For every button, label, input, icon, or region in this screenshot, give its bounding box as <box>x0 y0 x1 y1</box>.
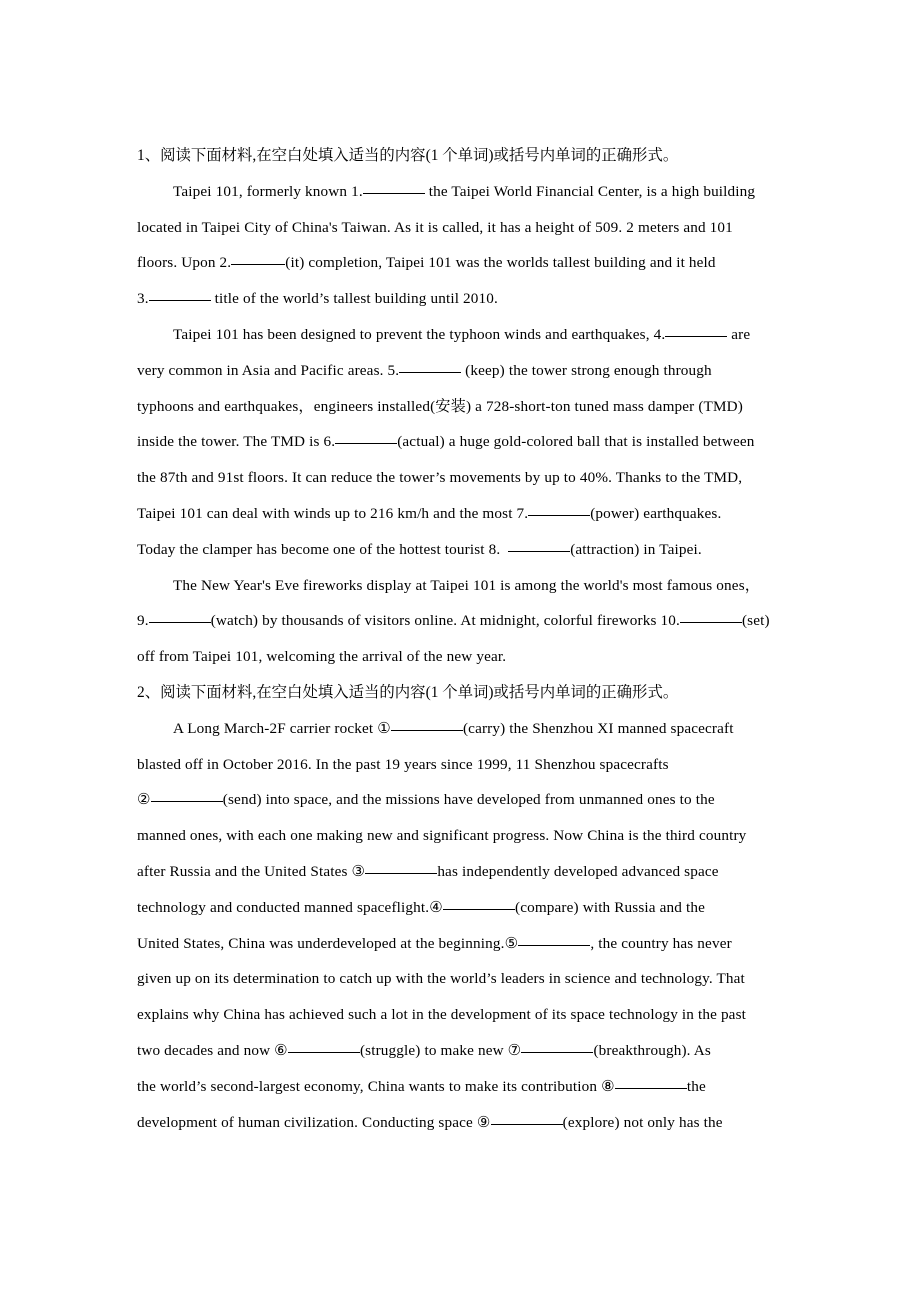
text-run: located in Taipei City of China's Taiwan. As it is called, it has a height of 509. 2 meters and 101 <box>137 218 733 236</box>
text-run: , the country has never <box>590 934 732 952</box>
fill-in-blank[interactable] <box>149 609 211 623</box>
fill-in-blank[interactable] <box>365 860 437 874</box>
text-run: development of human civilization. Conducting space <box>137 1113 477 1131</box>
text-run: off from Taipei 101, welcoming the arrival of the new year. <box>137 648 507 666</box>
text-line <box>137 317 793 353</box>
fill-in-blank[interactable] <box>399 359 461 373</box>
section-heading: 1、阅读下面材料,在空白处填入适当的内容(1 个单词)或括号内单词的正确形式。 <box>137 147 679 164</box>
fill-in-blank[interactable] <box>149 287 211 301</box>
fill-in-blank[interactable] <box>335 430 397 444</box>
text-run: Today the clamper has become one of the hottest tourist 8. <box>137 540 509 558</box>
text-run: very common in Asia and Pacific areas. 5. <box>137 361 400 379</box>
text-run: The New Year's Eve fireworks display at Taipei 101 is among the world's most famous ones， <box>173 576 761 594</box>
text-line <box>137 245 793 281</box>
text-line <box>137 532 793 568</box>
fill-in-blank[interactable] <box>151 788 223 802</box>
text-run: the Taipei World Financial Center, is a high building <box>424 182 756 200</box>
text-run: (watch) by thousands of visitors online. At midnight, colorful fireworks 10. <box>210 612 680 630</box>
text-line <box>137 496 793 532</box>
text-run: (send) into space, and the missions have developed from unmanned ones to the <box>222 791 715 809</box>
text-run: United States, China was underdeveloped at the beginning. <box>137 934 505 952</box>
fill-in-blank[interactable] <box>508 538 570 552</box>
text-run: inside the tower. The TMD is 6. <box>137 433 336 451</box>
text-run: given up on its determination to catch up with the world’s leaders in science and technology. That <box>137 970 745 988</box>
circled-number-marker: ④ <box>429 898 443 916</box>
text-run: (set) <box>741 612 770 630</box>
text-run: (keep) the tower strong enough through <box>461 361 712 379</box>
fill-in-blank[interactable] <box>391 717 463 731</box>
text-line <box>137 174 793 210</box>
text-line <box>137 961 793 997</box>
text-run: (it) completion, Taipei 101 was the worlds tallest building and it held <box>285 254 716 272</box>
fill-in-blank[interactable] <box>680 609 742 623</box>
text-run: the world’s second-largest economy, China wants to make its contribution <box>137 1077 602 1095</box>
circled-number-marker: ⑥ <box>274 1041 288 1059</box>
document-body <box>137 138 793 1140</box>
text-run: Taipei 101 has been designed to prevent the typhoon winds and earthquakes, 4. <box>173 325 666 343</box>
text-run: 3. <box>137 290 149 308</box>
text-run: (power) earthquakes. <box>590 504 722 522</box>
text-line <box>137 281 793 317</box>
text-run: Taipei 101 can deal with winds up to 216 km/h and the most 7. <box>137 504 529 522</box>
text-run: manned ones, with each one making new and significant progress. Now China is the third country <box>137 827 747 845</box>
text-run: (struggle) to make new <box>359 1041 508 1059</box>
text-run: are <box>727 325 751 343</box>
fill-in-blank[interactable] <box>363 180 425 194</box>
text-line <box>137 210 793 246</box>
circled-number-marker: ③ <box>351 862 366 880</box>
text-run: (attraction) in Taipei. <box>570 540 702 558</box>
text-run: (explore) not only has the <box>562 1113 723 1131</box>
fill-in-blank[interactable] <box>521 1039 593 1053</box>
text-line <box>137 747 793 783</box>
fill-in-blank[interactable] <box>518 932 590 946</box>
text-line <box>137 353 793 389</box>
text-run: (breakthrough). As <box>593 1041 711 1059</box>
circled-number-marker: ⑧ <box>601 1077 615 1095</box>
circled-number-marker: ⑦ <box>507 1041 522 1059</box>
fill-in-blank[interactable] <box>528 502 590 516</box>
text-line <box>137 460 793 496</box>
text-run: floors. Upon 2. <box>137 254 232 272</box>
text-run: Taipei 101, formerly known 1. <box>173 182 363 200</box>
text-run: A Long March-2F carrier rocket <box>173 719 378 737</box>
fill-in-blank[interactable] <box>665 323 727 337</box>
text-line <box>137 926 793 962</box>
text-run: blasted off in October 2016. In the past 19 years since 1999, 11 Shenzhou spacecrafts <box>137 755 669 773</box>
text-line <box>137 424 793 460</box>
text-line <box>137 854 793 890</box>
text-line <box>137 711 793 747</box>
text-line <box>137 603 793 639</box>
text-run: (carry) the Shenzhou XI manned spacecraft <box>462 719 734 737</box>
text-line <box>137 568 793 604</box>
text-run: has independently developed advanced space <box>437 862 719 880</box>
text-run: after Russia and the United States <box>137 862 352 880</box>
text-line <box>137 782 793 818</box>
text-run: 9. <box>137 612 149 630</box>
text-run: two decades and now <box>137 1041 275 1059</box>
circled-number-marker: ② <box>137 791 151 809</box>
fill-in-blank[interactable] <box>231 251 285 265</box>
fill-in-blank[interactable] <box>491 1111 563 1125</box>
text-run: technology and conducted manned spaceflight. <box>137 898 430 916</box>
text-run: explains why China has achieved such a lot in the development of its space technology in the past <box>137 1006 747 1024</box>
circled-number-marker: ⑤ <box>504 934 519 952</box>
circled-number-marker: ⑨ <box>476 1113 491 1131</box>
section-heading: 2、阅读下面材料,在空白处填入适当的内容(1 个单词)或括号内单词的正确形式。 <box>137 683 679 701</box>
text-line <box>137 639 793 675</box>
fill-in-blank[interactable] <box>288 1039 360 1053</box>
text-line <box>137 1105 793 1141</box>
text-line <box>137 997 793 1033</box>
text-line <box>137 1069 793 1105</box>
circled-number-marker: ① <box>377 719 391 737</box>
text-run: (actual) a huge gold-colored ball that is installed between <box>397 433 755 451</box>
fill-in-blank[interactable] <box>615 1075 687 1089</box>
text-line <box>137 890 793 926</box>
text-run: the <box>686 1077 706 1095</box>
text-run: (compare) with Russia and the <box>514 898 705 916</box>
text-line <box>137 389 793 425</box>
fill-in-blank[interactable] <box>443 896 515 910</box>
text-run: typhoons and earthquakes，engineers installed(安装) a 728-short-ton tuned mass damper (TMD) <box>137 397 743 415</box>
text-line <box>137 1033 793 1069</box>
text-line <box>137 818 793 854</box>
text-run: title of the world’s tallest building until 2010. <box>210 290 498 308</box>
text-run: the 87th and 91st floors. It can reduce the tower’s movements by up to 40%. Thanks to the TMD, <box>137 469 743 487</box>
